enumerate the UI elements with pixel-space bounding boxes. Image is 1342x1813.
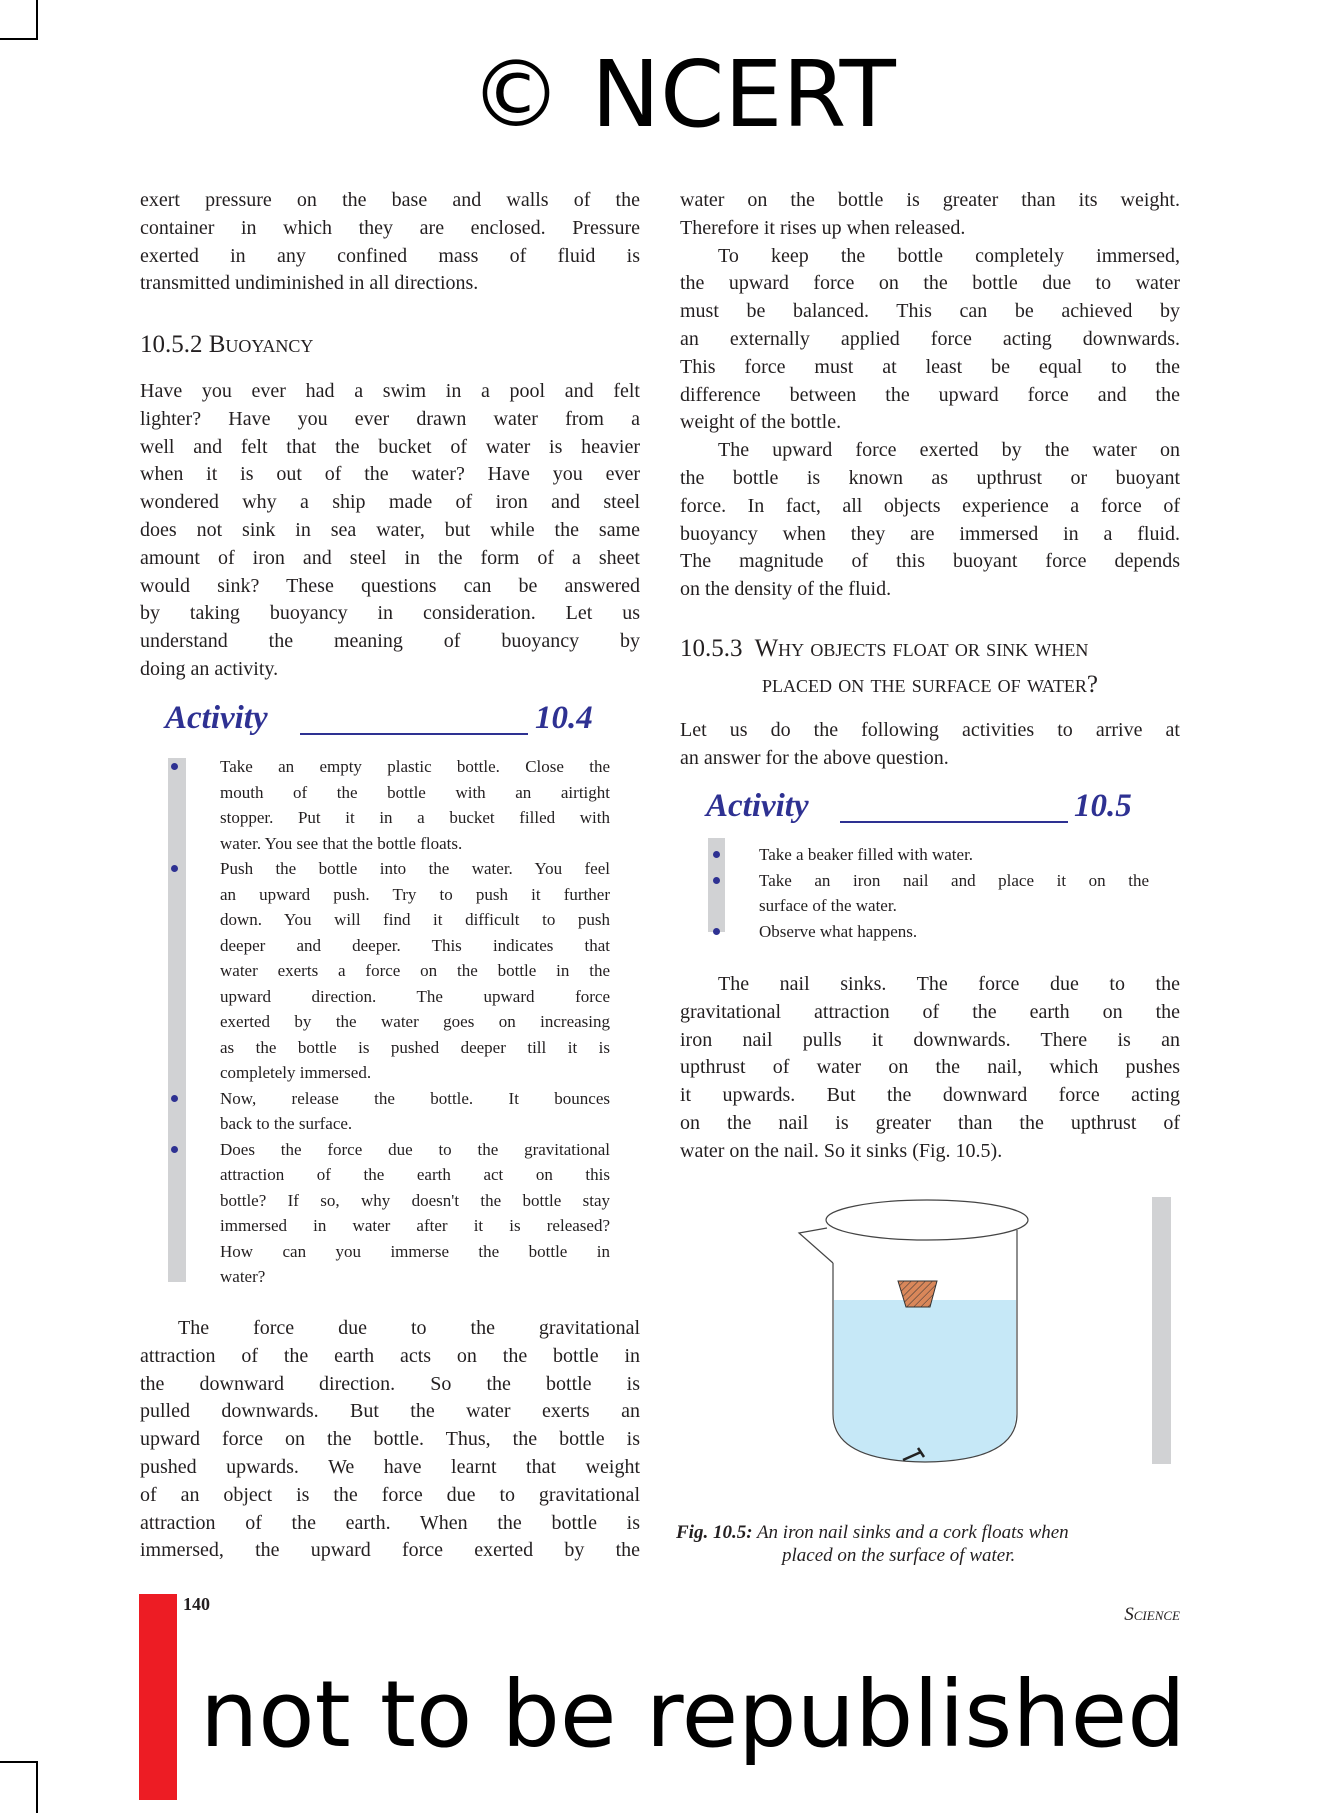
text-line: water exerts a force on the bottle in the [220, 961, 610, 980]
text-line: mouth of the bottle with an airtight [220, 782, 610, 802]
caption-label: Fig. 10.5: [676, 1522, 753, 1543]
force-paragraph [140, 1315, 640, 1565]
activity-item [220, 1137, 610, 1290]
text-line: by taking buoyancy in consideration. Let us [140, 602, 640, 625]
text-line: difference between the upward force and the [680, 383, 1180, 406]
section-number: 10.5.3 [680, 635, 743, 662]
text-line: The upward force exerted by the water on [718, 439, 1180, 462]
activity-item [759, 868, 1149, 919]
text-line: water on the nail. So it sinks (Fig. 10.5). [680, 1139, 1003, 1162]
caption-line1: An iron nail sinks and a cork floats when [756, 1522, 1069, 1543]
continued-paragraph [680, 187, 1180, 243]
book-title: Science [1124, 1604, 1180, 1625]
text-line: of an object is the force due to gravitational [140, 1483, 640, 1506]
text-line: attraction of the earth. When the bottle is [140, 1511, 640, 1534]
text-line: Take an iron nail and place it on the [759, 870, 1149, 890]
bullet-icon [713, 928, 720, 935]
left-intro-paragraph [140, 187, 640, 298]
text-line: an answer for the above question. [680, 746, 949, 769]
text-line: the bottle is known as upthrust or buoyant [680, 466, 1180, 489]
text-line: attraction of the earth acts on the bottle in [140, 1344, 640, 1367]
activity-label: Activity [165, 700, 268, 736]
text-line: To keep the bottle completely immersed, [718, 244, 1180, 267]
text-line: Have you ever had a swim in a pool and felt [140, 380, 640, 402]
figure-caption [676, 1521, 1069, 1544]
figure-sidebar [1152, 1197, 1171, 1464]
text-line: immersed, the upward force exerted by the [140, 1539, 640, 1562]
activity-rule [300, 733, 528, 735]
text-line: How can you immerse the bottle in [220, 1241, 610, 1261]
right-top-text [680, 187, 1180, 604]
text-line: attraction of the earth act on this [220, 1165, 610, 1184]
text-line: bottle? If so, why doesn't the bottle stay [220, 1190, 610, 1210]
text-line: transmitted undiminished in all directions. [140, 272, 479, 295]
activity-sidebar [168, 758, 186, 1282]
text-line: as the bottle is pushed deeper till it is [220, 1037, 610, 1057]
upthrust-paragraph [680, 437, 1180, 604]
section-title: Buoyancy [208, 331, 314, 358]
text-line: would sink? These questions can be answered [140, 574, 640, 597]
page-accent-bar [139, 1594, 177, 1800]
buoyancy-paragraph [140, 378, 640, 684]
text-line: an upward push. Try to push it further [220, 884, 610, 904]
float-sink-intro [680, 717, 1180, 773]
watermark-copyright: © NCERT [470, 41, 896, 148]
text-line: buoyancy when they are immersed in a fluid. [680, 522, 1180, 545]
section-title-line1: Why objects float or sink when [754, 635, 1089, 662]
text-line: the downward direction. So the bottle is [140, 1372, 640, 1395]
text-line: on the nail is greater than the upthrust of [680, 1111, 1180, 1134]
text-line: back to the surface. [220, 1114, 353, 1133]
bullet-icon [171, 865, 178, 872]
bullet-icon [171, 763, 178, 770]
text-line: pushed upwards. We have learnt that weight [140, 1455, 640, 1478]
beaker-spout [799, 1228, 833, 1263]
text-line: surface of the water. [759, 896, 897, 915]
text-line: water on the bottle is greater than its weight. [680, 189, 1180, 211]
text-line: The nail sinks. The force due to the [718, 973, 1180, 995]
activity-item [220, 856, 610, 1086]
text-line: exert pressure on the base and walls of the [140, 189, 640, 211]
text-line: must be balanced. This can be achieved by [680, 300, 1180, 323]
water [834, 1300, 1016, 1462]
section-title-line2: placed on the surface of water? [762, 671, 1099, 698]
text-line: container in which they are enclosed. Pressure [140, 216, 640, 239]
text-line: amount of iron and steel in the form of a sheet [140, 546, 640, 569]
text-line: an externally applied force acting downwards. [680, 327, 1180, 350]
text-line: does not sink in sea water, but while the same [140, 518, 640, 541]
activity-item [759, 919, 1149, 945]
activity-item [759, 842, 1149, 868]
section-heading-buoyancy [140, 330, 313, 359]
text-line: The magnitude of this buoyant force depends [680, 550, 1180, 573]
text-line: down. You will find it difficult to push [220, 910, 610, 929]
activity-number: 10.5 [1074, 788, 1132, 824]
text-line: The force due to the gravitational [178, 1317, 640, 1339]
text-line: Does the force due to the gravitational [220, 1139, 610, 1159]
beaker-rim [826, 1200, 1028, 1240]
text-line: Let us do the following activities to arrive at [680, 719, 1180, 741]
bullet-icon [171, 1095, 178, 1102]
activity-label: Activity [706, 788, 809, 824]
activity-rule [840, 821, 1068, 823]
text-line: Observe what happens. [759, 921, 918, 941]
text-line: completely immersed. [220, 1063, 372, 1082]
text-line: immersed in water after it is released? [220, 1216, 610, 1235]
text-line: understand the meaning of buoyancy by [140, 630, 640, 653]
section-number: 10.5.2 [140, 331, 203, 358]
text-line: lighter? Have you ever drawn water from a [140, 407, 640, 430]
text-line: Now, release the bottle. It bounces [220, 1088, 610, 1108]
text-line: doing an activity. [140, 657, 279, 680]
watermark-notice: not to be republished [200, 1661, 1186, 1768]
text-line: weight of the bottle. [680, 411, 842, 434]
nail-paragraph [680, 971, 1180, 1166]
text-line: Push the bottle into the water. You feel [220, 859, 610, 878]
immersed-paragraph [680, 243, 1180, 438]
activity-item [220, 1086, 610, 1137]
text-line: the upward force on the bottle due to water [680, 272, 1180, 295]
text-line: iron nail pulls it downwards. There is an [680, 1028, 1180, 1051]
text-line: it upwards. But the downward force acting [680, 1084, 1180, 1107]
text-line: This force must at least be equal to the [680, 355, 1180, 378]
beaker-figure [780, 1190, 1050, 1480]
text-line: on the density of the fluid. [680, 578, 892, 601]
text-line: water. You see that the bottle floats. [220, 833, 463, 853]
crop-mark-top [0, 0, 38, 40]
text-line: deeper and deeper. This indicates that [220, 935, 610, 955]
text-line: exerted in any confined mass of fluid is [140, 244, 640, 267]
text-line: upward direction. The upward force [220, 986, 610, 1006]
section-heading-float-sink [680, 634, 1088, 663]
bullet-icon [171, 1146, 178, 1153]
activity-item [220, 754, 610, 856]
text-line: force. In fact, all objects experience a force of [680, 494, 1180, 517]
section-heading-float-sink-line2 [762, 670, 1098, 699]
text-line: wondered why a ship made of iron and steel [140, 491, 640, 514]
text-line: water? [220, 1267, 266, 1286]
text-line: upward force on the bottle. Thus, the bottle is [140, 1428, 640, 1451]
bullet-icon [713, 851, 720, 858]
text-line: when it is out of the water? Have you ever [140, 463, 640, 486]
figure-caption-line2: placed on the surface of water. [782, 1545, 1016, 1566]
text-line: well and felt that the bucket of water is heavier [140, 435, 640, 458]
bullet-icon [713, 877, 720, 884]
page-number: 140 [183, 1594, 210, 1614]
activity-number: 10.4 [535, 700, 593, 736]
text-line: pulled downwards. But the water exerts an [140, 1400, 640, 1423]
text-line: Therefore it rises up when released. [680, 216, 966, 239]
text-line: stopper. Put it in a bucket filled with [220, 808, 610, 827]
crop-mark-bottom [0, 1761, 38, 1813]
text-line: upthrust of water on the nail, which pushes [680, 1056, 1180, 1079]
text-line: exerted by the water goes on increasing [220, 1012, 610, 1031]
text-line: Take an empty plastic bottle. Close the [220, 757, 610, 776]
text-line: Take a beaker filled with water. [759, 845, 974, 864]
text-line: gravitational attraction of the earth on the [680, 1000, 1180, 1023]
